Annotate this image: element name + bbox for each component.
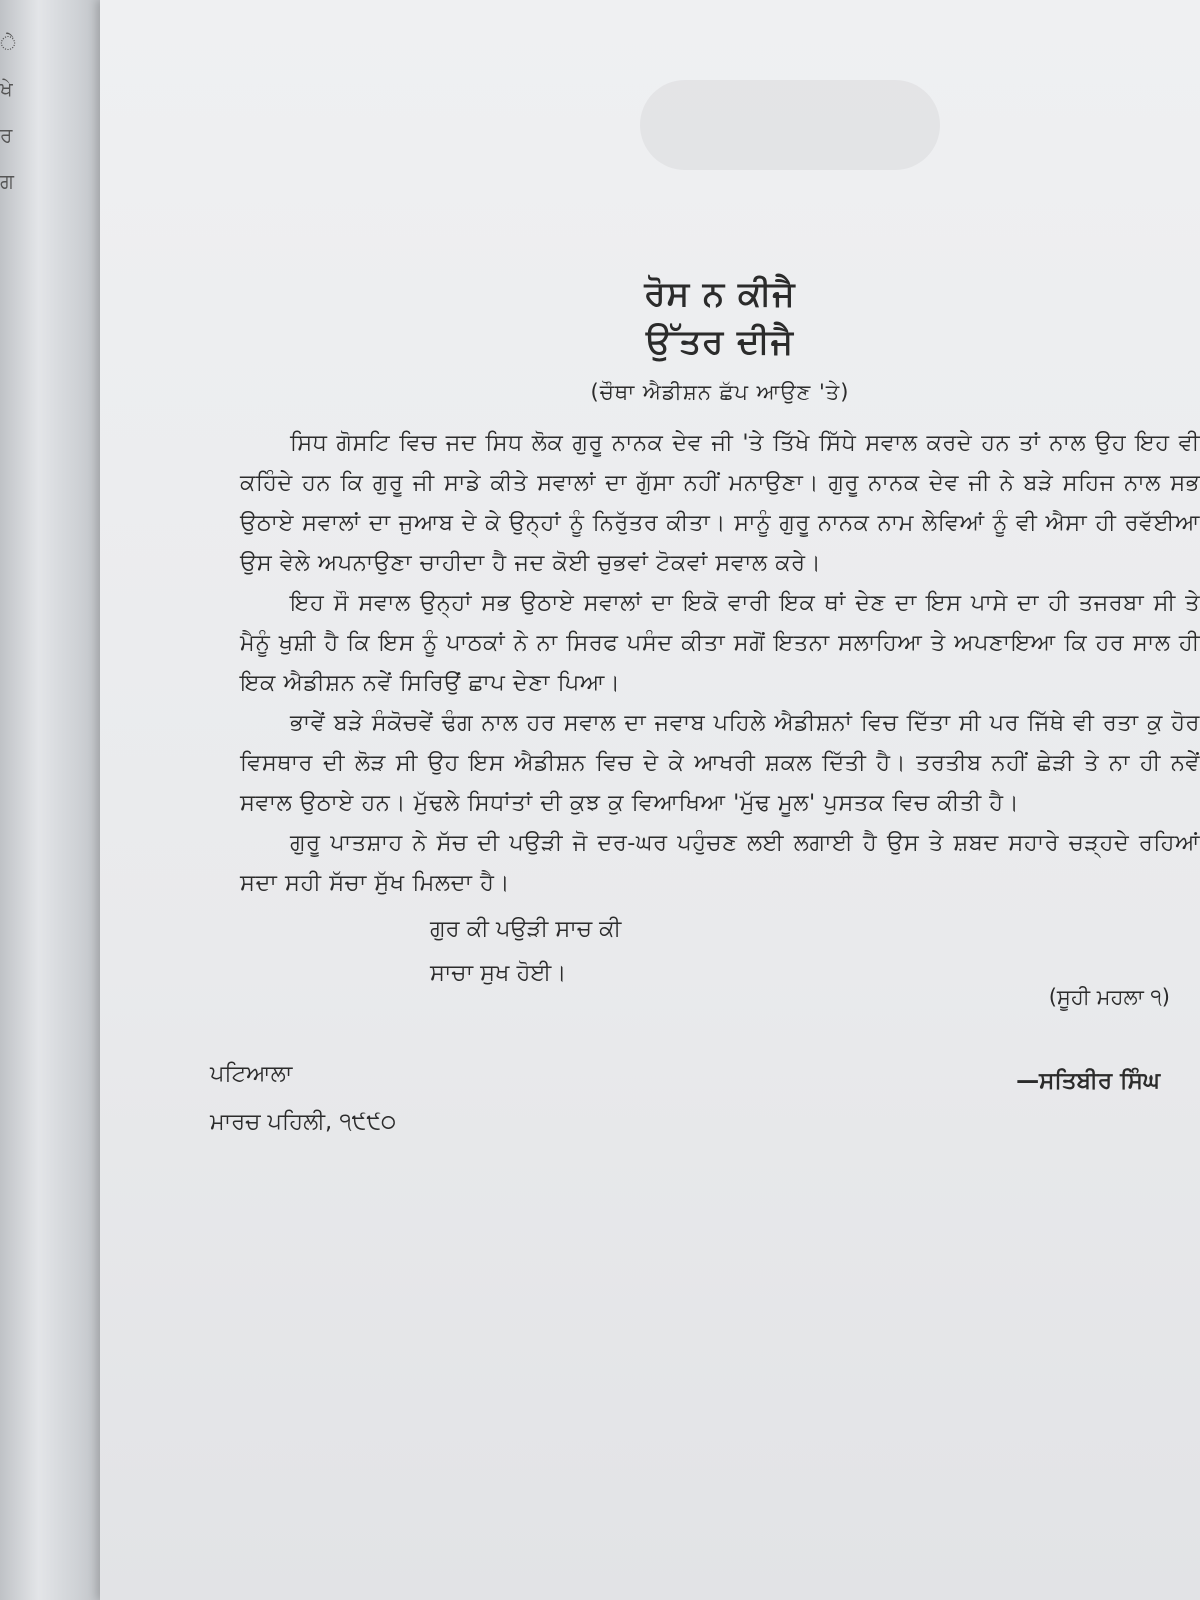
signature-block bbox=[210, 1050, 1200, 1160]
subtitle: (ਚੌਥਾ ਐਡੀਸ਼ਨ ਛੱਪ ਆਉਣ 'ਤੇ) bbox=[590, 380, 850, 404]
place: ਪਟਿਆਲਾ bbox=[210, 1061, 293, 1087]
paragraph: ਸਿਧ ਗੋਸਟਿ ਵਿਚ ਜਦ ਸਿਧ ਲੋਕ ਗੁਰੂ ਨਾਨਕ ਦੇਵ ਜੀ 'ਤੇ ਤਿੱਖੇ ਸਿੱਧੇ ਸਵਾਲ ਕਰਦੇ ਹਨ ਤਾਂ ਨਾਲ ਉਹ ਇਹ ਵੀ ਕਹਿੰਦੇ ਹਨ ਕਿ ਗੁਰੂ ਜੀ ਸਾਡੇ ਕੀਤੇ ਸਵਾਲਾਂ ਦਾ ਗੁੱਸਾ ਨਹੀਂ ਮਨਾਉਣਾ। ਗੁਰੂ ਨਾਨਕ ਦੇਵ ਜੀ ਨੇ ਬੜੇ ਸਹਿਜ ਨਾਲ ਸਭ ਉਠਾਏ ਸਵਾਲਾਂ ਦਾ ਜੁਆਬ ਦੇ ਕੇ ਉਨ੍ਹਾਂ ਨੂੰ ਨਿਰੁੱਤਰ ਕੀਤਾ। ਸਾਨੂੰ ਗੁਰੂ ਨਾਨਕ ਨਾਮ ਲੇਵਿਆਂ ਨੂੰ ਵੀ ਐਸਾ ਹੀ ਰਵੱਈਆ ਉਸ ਵੇਲੇ ਅਪਨਾਉਣਾ ਚਾਹੀਦਾ ਹੈ ਜਦ ਕੋਈ ਚੁਭਵਾਂ ਟੋਕਵਾਂ ਸਵਾਲ ਕਰੇ। bbox=[240, 430, 1200, 576]
show-through-ink bbox=[640, 80, 940, 170]
scripture-verse bbox=[430, 907, 1200, 995]
author-signature: —ਸਤਿਬੀਰ ਸਿੰਘ bbox=[1016, 1068, 1160, 1094]
previous-page-glyph: ੇ bbox=[0, 31, 16, 55]
verse-source: (ਸੂਹੀ ਮਹਲਾ ੧) bbox=[1048, 985, 1170, 1009]
preface-content bbox=[210, 270, 1200, 1160]
verse-line-2: ਸਾਚਾ ਸੁਖ ਹੋਈ। bbox=[430, 960, 567, 986]
previous-page-glyph: ਗ bbox=[0, 169, 14, 193]
title-line-2: ਉੱਤਰ ਦੀਜੈ bbox=[646, 322, 794, 362]
place-and-date bbox=[210, 1050, 396, 1146]
paragraph: ਗੁਰੂ ਪਾਤਸ਼ਾਹ ਨੇ ਸੱਚ ਦੀ ਪਉੜੀ ਜੋ ਦਰ-ਘਰ ਪਹੁੰਚਣ ਲਈ ਲਗਾਈ ਹੈ ਉਸ ਤੇ ਸ਼ਬਦ ਸਹਾਰੇ ਚੜ੍ਹਦੇ ਰਹਿਆਂ ਸਦਾ ਸਹੀ ਸੱਚਾ ਸੁੱਖ ਮਿਲਦਾ ਹੈ। bbox=[240, 830, 1200, 896]
title-line-1: ਰੋਸ ਨ ਕੀਜੈ bbox=[644, 274, 796, 314]
paragraph: ਭਾਵੇਂ ਬੜੇ ਸੰਕੋਚਵੇਂ ਢੰਗ ਨਾਲ ਹਰ ਸਵਾਲ ਦਾ ਜਵਾਬ ਪਹਿਲੇ ਐਡੀਸ਼ਨਾਂ ਵਿਚ ਦਿੱਤਾ ਸੀ ਪਰ ਜਿੱਥੇ ਵੀ ਰਤਾ ਕੁ ਹੋਰ ਵਿਸਥਾਰ ਦੀ ਲੋੜ ਸੀ ਉਹ ਇਸ ਐਡੀਸ਼ਨ ਵਿਚ ਦੇ ਕੇ ਆਖਰੀ ਸ਼ਕਲ ਦਿੱਤੀ ਹੈ। ਤਰਤੀਬ ਨਹੀਂ ਛੇੜੀ ਤੇ ਨਾ ਹੀ ਨਵੇਂ ਸਵਾਲ ਉਠਾਏ ਹਨ। ਮੁੱਢਲੇ ਸਿਧਾਂਤਾਂ ਦੀ ਕੁਝ ਕੁ ਵਿਆਖਿਆ 'ਮੁੱਢ ਮੂਲ' ਪੁਸਤਕ ਵਿਚ ਕੀਤੀ ਹੈ। bbox=[240, 710, 1200, 816]
verse-line-1: ਗੁਰ ਕੀ ਪਉੜੀ ਸਾਚ ਕੀ bbox=[430, 916, 622, 942]
book-page bbox=[100, 0, 1200, 1600]
previous-page-glyph: ਰ bbox=[0, 123, 13, 147]
date: ਮਾਰਚ ਪਹਿਲੀ, ੧੯੯੦ bbox=[210, 1109, 397, 1135]
previous-page-edge bbox=[0, 0, 18, 420]
paragraph: ਇਹ ਸੌ ਸਵਾਲ ਉਨ੍ਹਾਂ ਸਭ ਉਠਾਏ ਸਵਾਲਾਂ ਦਾ ਇਕੋ ਵਾਰੀ ਇਕ ਥਾਂ ਦੇਣ ਦਾ ਇਸ ਪਾਸੇ ਦਾ ਹੀ ਤਜਰਬਾ ਸੀ ਤੇ ਮੈਨੂੰ ਖੁਸ਼ੀ ਹੈ ਕਿ ਇਸ ਨੂੰ ਪਾਠਕਾਂ ਨੇ ਨਾ ਸਿਰਫ ਪਸੰਦ ਕੀਤਾ ਸਗੋਂ ਇਤਨਾ ਸਲਾਹਿਆ ਤੇ ਅਪਣਾਇਆ ਕਿ ਹਰ ਸਾਲ ਹੀ ਇਕ ਐਡੀਸ਼ਨ ਨਵੇਂ ਸਿਰਿਉਂ ਛਾਪ ਦੇਣਾ ਪਿਆ। bbox=[240, 590, 1200, 696]
previous-page-glyph: ਖੇ bbox=[0, 77, 13, 101]
